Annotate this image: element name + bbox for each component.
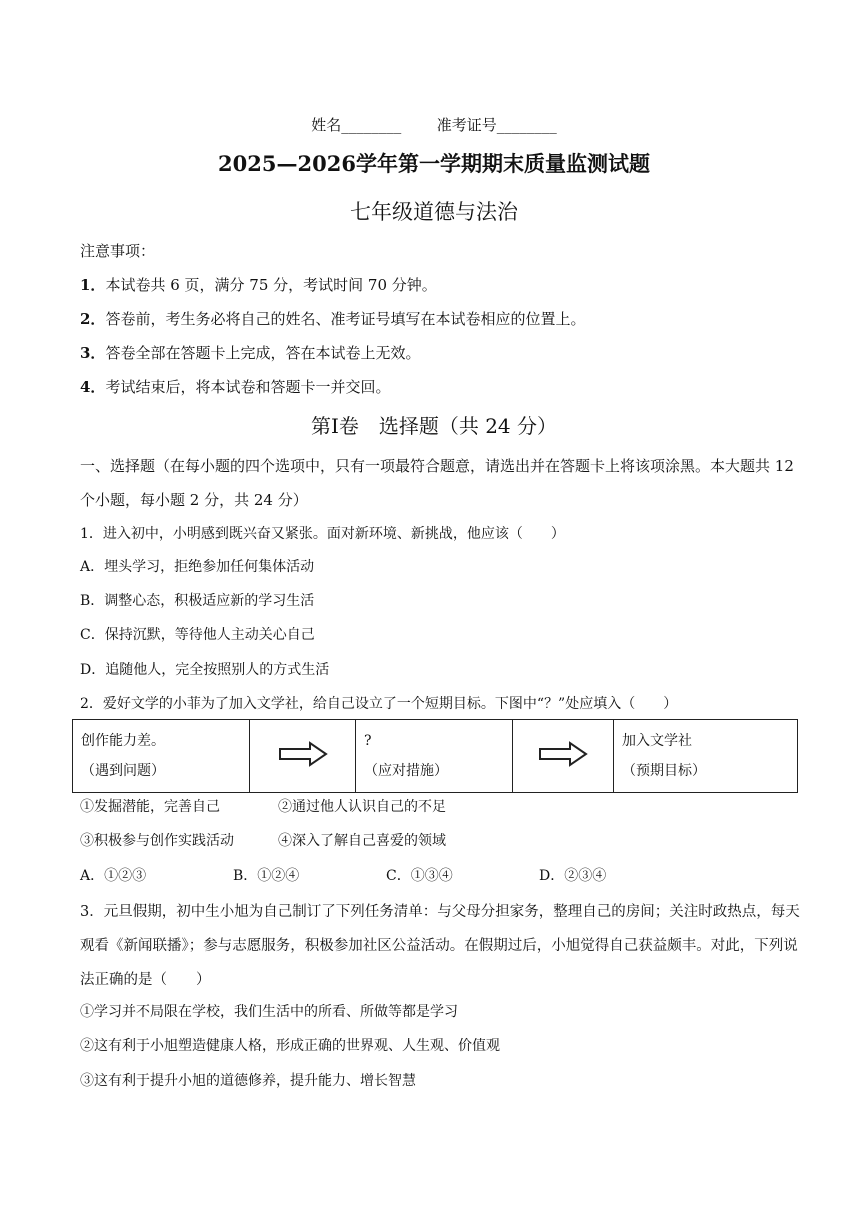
- right-arrow-icon: [538, 741, 588, 767]
- goal-flow-diagram: [72, 719, 798, 793]
- statement: ②通过他人认识自己的不足: [278, 799, 446, 815]
- question-1-option-b[interactable]: B．调整心态，积极适应新的学习生活: [80, 593, 315, 609]
- candidate-info-bar: [0, 114, 868, 135]
- question-2-stem: 2．爱好文学的小菲为了加入文学社，给自己设立了一个短期目标。下图中“？”处应填入（ ）: [80, 696, 678, 712]
- flow-goal-text: 加入文学社: [622, 733, 692, 749]
- notice-item: [80, 343, 420, 363]
- flow-problem-note: （遇到问题）: [81, 763, 165, 779]
- notice-text: 本试卷共 6 页，满分 75 分，考试时间 70 分钟。: [105, 276, 437, 294]
- notice-text: 答卷全部在答题卡上完成，答在本试卷上无效。: [105, 344, 421, 362]
- notice-item: [80, 309, 585, 329]
- notice-number: 1．: [80, 276, 106, 294]
- right-arrow-icon: [278, 741, 328, 767]
- part-instruction: 一、选择题（在每小题的四个选项中，只有一项最符合题意，请选出并在答题卡上将该项涂黑。本大题共 12 个小题，每小题 2 分，共 24 分）: [80, 457, 794, 509]
- notice-text: 答卷前，考生务必将自己的姓名、准考证号填写在本试卷相应的位置上。: [105, 310, 586, 328]
- flow-goal-cell: [614, 720, 798, 793]
- question-1-option-a[interactable]: A．埋头学习，拒绝参加任何集体活动: [80, 559, 315, 575]
- question-2-statements-row: [80, 797, 446, 817]
- notice-item: [80, 275, 437, 295]
- flow-measure-note: （应对措施）: [364, 763, 448, 779]
- flow-problem-cell: [73, 720, 250, 793]
- question-2-statements-row: [80, 831, 446, 851]
- question-3-statement: ①学习并不局限在学校，我们生活中的所看、所做等都是学习: [80, 1004, 458, 1020]
- question-2-option-d[interactable]: D．②③④: [539, 868, 607, 884]
- question-1-stem: 1．进入初中，小明感到既兴奋又紧张。面对新环境、新挑战，他应该（ ）: [80, 526, 565, 542]
- flow-arrow-cell: [250, 720, 356, 793]
- question-1-option-d[interactable]: D．追随他人，完全按照别人的方式生活: [80, 662, 330, 678]
- flow-measure-cell: [356, 720, 513, 793]
- question-2-option-b[interactable]: B．①②④: [233, 868, 300, 884]
- question-3-statement: ②这有利于小旭塑造健康人格，形成正确的世界观、人生观、价值观: [80, 1038, 500, 1054]
- name-field[interactable]: 姓名________: [311, 116, 402, 134]
- question-2-options: [80, 866, 606, 886]
- notice-text: 考试结束后，将本试卷和答题卡一并交回。: [105, 378, 391, 396]
- notice-heading: 注意事项：: [80, 242, 156, 260]
- question-2-option-a[interactable]: A．①②③: [80, 868, 147, 884]
- flow-measure-text: ?: [364, 733, 372, 749]
- notice-number: 2．: [80, 310, 106, 328]
- flow-goal-note: （预期目标）: [622, 763, 706, 779]
- exam-title: 2025—2026学年第一学期期末质量监测试题: [218, 151, 650, 176]
- statement: ③积极参与创作实践活动: [80, 833, 234, 849]
- flow-arrow-cell: [513, 720, 614, 793]
- question-2-option-c[interactable]: C．①③④: [386, 868, 453, 884]
- statement: ①发掘潜能，完善自己: [80, 799, 220, 815]
- notice-number: 4．: [80, 378, 106, 396]
- exam-number-field[interactable]: 准考证号________: [436, 116, 557, 134]
- exam-subtitle: 七年级道德与法治: [350, 200, 518, 224]
- statement: ④深入了解自己喜爱的领域: [278, 833, 446, 849]
- flow-problem-text: 创作能力差。: [81, 733, 165, 749]
- question-3-stem: 3．元旦假期，初中生小旭为自己制订了下列任务清单：与父母分担家务，整理自己的房间；关注时政热点，每天观看《新闻联播》；参与志愿服务，积极参加社区公益活动。在假期过后，小旭觉得自己获益颇丰。对此，下列说法正确的是（ ）: [80, 904, 800, 988]
- question-1-option-c[interactable]: C．保持沉默，等待他人主动关心自己: [80, 627, 315, 643]
- notice-item: [80, 377, 390, 397]
- section-title: 第Ⅰ卷 选择题（共 24 分）: [310, 414, 558, 438]
- question-3-statement: ③这有利于提升小旭的道德修养，提升能力、增长智慧: [80, 1073, 416, 1089]
- notice-number: 3．: [80, 344, 106, 362]
